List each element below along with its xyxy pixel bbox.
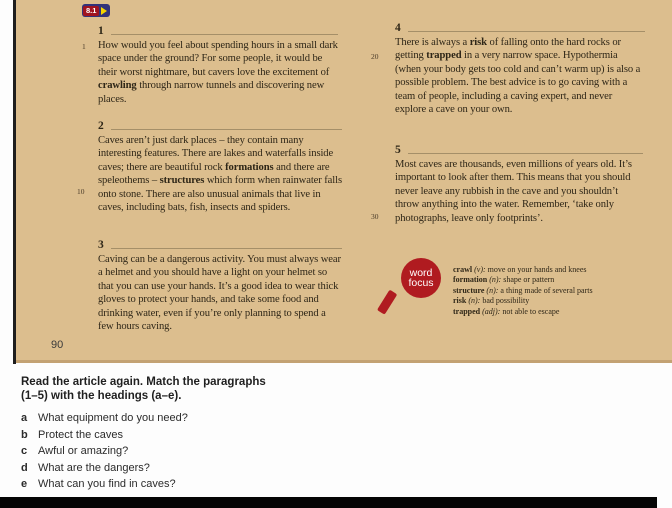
word-focus-entry — [453, 307, 671, 317]
paragraph-1-heading — [98, 25, 338, 37]
heading-option-b — [21, 429, 366, 442]
paragraph-5 — [395, 144, 643, 225]
heading-blank-line — [408, 31, 645, 32]
option-text: What can you find in caves? — [38, 478, 176, 491]
play-icon — [101, 7, 107, 15]
word-focus-title-line2: focus — [408, 277, 434, 289]
option-letter: b — [21, 428, 28, 441]
heading-blank-line — [111, 129, 342, 130]
paragraph-5-heading — [395, 144, 643, 156]
definition: bad possibility — [482, 296, 530, 306]
definition: shape or pattern — [503, 275, 555, 285]
part-of-speech: (n): — [486, 285, 499, 295]
term: trapped — [453, 306, 481, 316]
heading-option-a — [21, 412, 366, 425]
paragraph-number: 1 — [98, 25, 104, 37]
heading-option-c — [21, 445, 366, 458]
margin-line-number-1: 1 — [82, 42, 86, 51]
exercise-instruction — [21, 376, 366, 403]
part-of-speech: (v): — [474, 265, 486, 274]
term: structure — [453, 285, 485, 295]
word-focus-entry — [453, 296, 671, 306]
page-number: 90 — [51, 339, 64, 351]
definition: not able to escape — [502, 306, 560, 316]
paragraph-3-heading — [98, 239, 342, 251]
option-text: Awful or amazing? — [38, 445, 129, 458]
term: formation — [453, 275, 488, 285]
term: risk — [453, 296, 467, 306]
paragraph-number: 5 — [395, 144, 401, 156]
paragraph-4-heading — [395, 22, 645, 34]
magnifier-handle — [377, 290, 397, 315]
paragraph-number: 3 — [98, 239, 104, 251]
instruction-line-2: (1–5) with the headings (a–e). — [21, 389, 182, 402]
paragraph-1 — [98, 25, 338, 106]
paragraph-number: 4 — [395, 22, 401, 34]
instruction-line-1: Read the article again. Match the paragraphs — [21, 376, 266, 388]
textbook-page — [16, 0, 672, 363]
option-letter: c — [21, 445, 28, 458]
paragraph-text: Most caves are thousands, even millions of years old. It’s important to look after them. This means that you should never leave any rubbish in the cave and you shouldn’t throw anything into the water. Remember, ‘take only photographs, leave only footprints’. — [395, 159, 632, 224]
paragraph-text: Caves aren’t just dark places – they contain many interesting features. There are lakes and waterfalls inside caves; there are beautiful rock formations and there are speleothems – structures which form when rainwater falls onto stone. There are also unusual animals that live in caves, including bats, fish, insects and spiders. — [98, 135, 342, 214]
definition: move on your hands and knees — [487, 265, 587, 274]
paragraph-text: How would you feel about spending hours in a small dark space under the ground? For some people, it would be their worst nightmare, but cavers love the excitement of crawling through narrow tunnels and discovering new places. — [98, 40, 338, 105]
heading-blank-line — [111, 34, 338, 35]
margin-line-number-30: 30 — [371, 212, 379, 221]
heading-options-list — [21, 412, 366, 491]
option-text: What are the dangers? — [38, 461, 150, 474]
paragraph-3 — [98, 239, 342, 333]
paragraph-text: There is always a risk of falling onto the hard rocks or getting trapped in a very narrow space. Hypothermia (when your body gets too cold and can’t warm up) is also a possible problem. The best advice is to go caving with a team of people, including a caving expert, and never explore a cave on your own. — [395, 37, 641, 116]
heading-option-e — [21, 478, 366, 491]
option-letter: d — [21, 461, 28, 474]
option-text: What equipment do you need? — [38, 412, 188, 424]
paragraph-text: Caving can be a dangerous activity. You must always wear a helmet and you should have a light on your helmet so that you can use your hands. It’s a good idea to wear thick gloves to protect your hands, and take some food and drinking water, even if you’re only planning to spend a few hours caving. — [98, 254, 341, 333]
paragraph-2-heading — [98, 120, 342, 132]
word-focus-entry — [453, 275, 671, 285]
paragraph-number: 2 — [98, 120, 104, 132]
word-focus-definitions — [453, 265, 671, 317]
screenshot-bottom-bar — [0, 497, 657, 508]
audio-track-number: 8.1 — [83, 6, 99, 16]
heading-option-d — [21, 462, 366, 475]
term: crawl — [453, 265, 473, 274]
audio-track-badge — [82, 4, 110, 17]
magnifier-icon — [401, 258, 441, 298]
heading-blank-line — [408, 153, 643, 154]
word-focus-entry — [453, 265, 671, 275]
word-focus-box — [384, 256, 672, 342]
option-letter: e — [21, 478, 28, 491]
paragraph-4 — [395, 22, 645, 116]
option-letter: a — [21, 412, 28, 424]
paragraph-2 — [98, 120, 342, 214]
exercise-section — [21, 376, 366, 495]
heading-blank-line — [111, 248, 342, 249]
option-text: Protect the caves — [38, 428, 123, 441]
word-focus-entry — [453, 286, 671, 296]
definition: a thing made of several parts — [500, 285, 593, 295]
part-of-speech: (adj): — [482, 306, 501, 316]
word-focus-title-line1: word — [409, 266, 433, 279]
part-of-speech: (n): — [468, 296, 481, 306]
margin-line-number-10: 10 — [77, 187, 85, 196]
margin-line-number-20: 20 — [371, 52, 379, 61]
part-of-speech: (n): — [489, 275, 502, 285]
